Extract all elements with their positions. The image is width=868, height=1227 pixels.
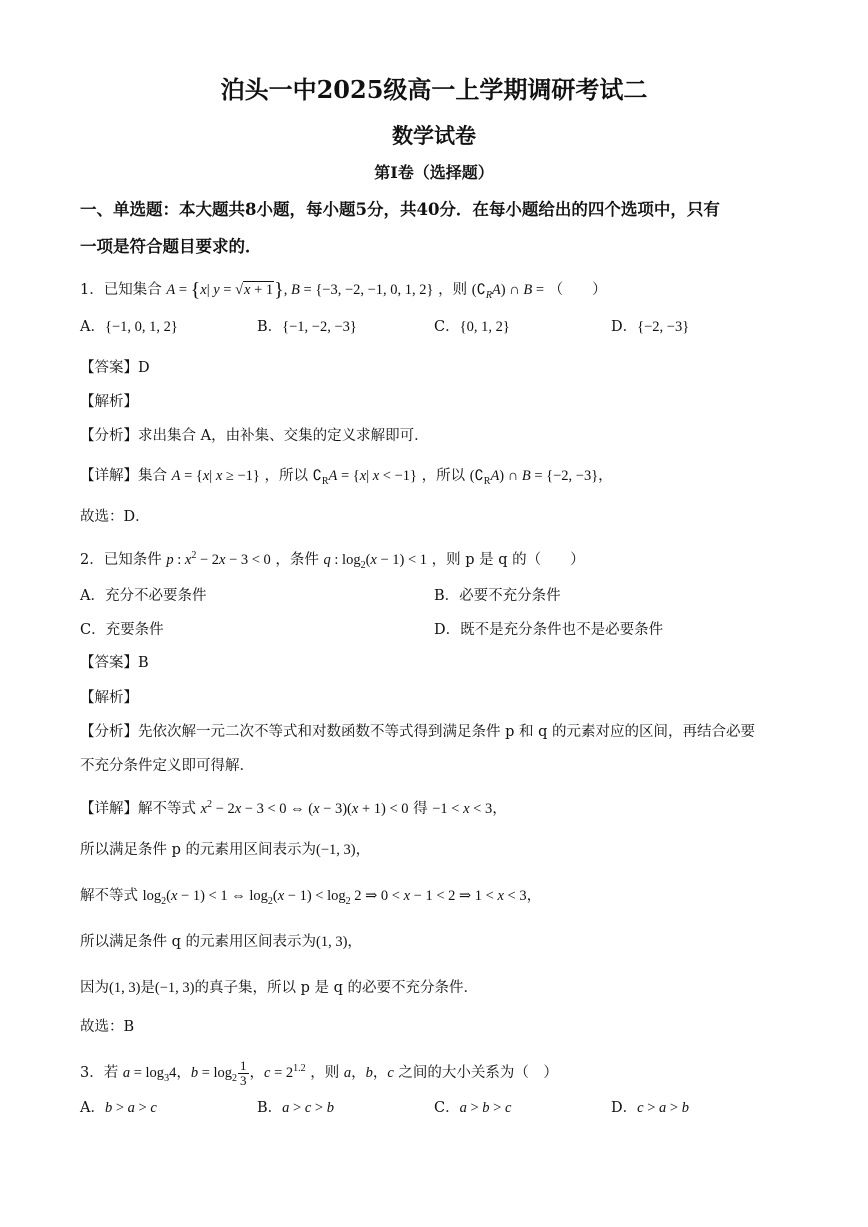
q2-option-b: B．必要不充分条件 [434, 588, 561, 604]
q2-interval-p: 所以满足条件 p 的元素用区间表示为(−1, 3)， [80, 842, 371, 858]
q1-stem-prefix: 1．已知集合 [80, 282, 162, 298]
section-heading-line1: 一、单选题：本大题共8小题，每小题5分，共40分．在每小题给出的四个选项中，只有 [80, 200, 720, 219]
q2-option-c: C．充要条件 [80, 622, 164, 638]
q2-conclusion: 故选：B [80, 1019, 135, 1035]
q1-set-a-formula: A [166, 282, 176, 298]
q2-log-solve: 解不等式 $\log_2(x - 1) < 1$ ⇔ $\log_2(x - 1) < \log_2 2$ ⇒ 0 < x − 1 < 2 ⇒ 1 < x < 3， [80, 888, 542, 907]
q2-option-a: A．充分不必要条件 [80, 588, 207, 604]
exam-subtitle: 数学试卷 [392, 123, 476, 148]
q2-detail: 【详解】解不等式 $x^2 - 2x - 3 < 0$ ⇔ (x − 3)(x + 1) < 0 得 −1 < x < 3， [80, 799, 507, 817]
exam-title: 泊头一中2025级高一上学期调研考试二 [220, 75, 648, 104]
q2-option-d: D．既不是充分条件也不是必要条件 [434, 622, 664, 638]
q3-option-d: D．c > a > b [611, 1100, 689, 1116]
q3-option-a: A．b > a > c [80, 1100, 157, 1116]
q2-interval-q: 所以满足条件 q 的元素用区间表示为(1, 3)， [80, 934, 362, 950]
q1-analysis-label: 【解析】 [80, 394, 138, 410]
q2-fenxi-line2: 不充分条件定义即可得解． [80, 758, 254, 774]
q2-answer: 【答案】B [80, 655, 149, 671]
q1-option-b: B．{−1, −2, −3} [257, 319, 357, 335]
volume-heading: 第I卷（选择题） [374, 163, 494, 182]
q2-because: 因为(1, 3)是(−1, 3)的真子集，所以 p 是 q 的必要不充分条件． [80, 980, 479, 996]
q3-option-c: C．a > b > c [434, 1100, 512, 1116]
q3-stem: 3．若 $a = \log_34$，$b = \log_2$ $\frac{1}{3}$ ，$c = 2^{1.2}$ ，则 a，b，c 之间的大小关系为（ ） [80, 1057, 558, 1088]
q3-option-b: B．a > c > b [257, 1100, 334, 1116]
q1-stem-then: ，则 [438, 282, 468, 298]
q2-fenxi-line1: 【分析】先依次解一元二次不等式和对数函数不等式得到满足条件 p 和 q 的元素对应的区间，再结合必要 [80, 724, 755, 740]
q1-option-a: A．{−1, 0, 1, 2} [80, 319, 178, 335]
q1-option-c: C．{0, 1, 2} [434, 319, 510, 335]
q1-option-d: D．{−2, −3} [611, 319, 690, 335]
q2-analysis-label: 【解析】 [80, 690, 138, 706]
q1-fenxi: 【分析】求出集合 A，由补集、交集的定义求解即可． [80, 428, 429, 444]
q2-stem: 2．已知条件 p : $x^2 - 2x - 3 < 0$ ，条件 q : $\log_2(x - 1) < 1$ ，则 p 是 q 的（ ） [80, 550, 585, 571]
section-heading-line2: 一项是符合题目要求的． [80, 237, 262, 256]
q1-answer: 【答案】D [80, 360, 150, 376]
q1-blank: （ ） [548, 282, 607, 298]
q1-detail: 【详解】集合 A = {x| x ≥ −1} ，所以 $∁_RA = \{x|$ x < −1} ，所以 $(∁_RA)$ ∩ B = {−2, −3}， [80, 468, 613, 487]
q1-stem: 1．已知集合 A = {x| y = √x + 1}, B = {−3, −2, −1, 0, 1, 2} ，则 $(∁_RA)$ ∩ B = （ ） [80, 279, 607, 301]
q1-conclusion: 故选：D． [80, 509, 150, 525]
